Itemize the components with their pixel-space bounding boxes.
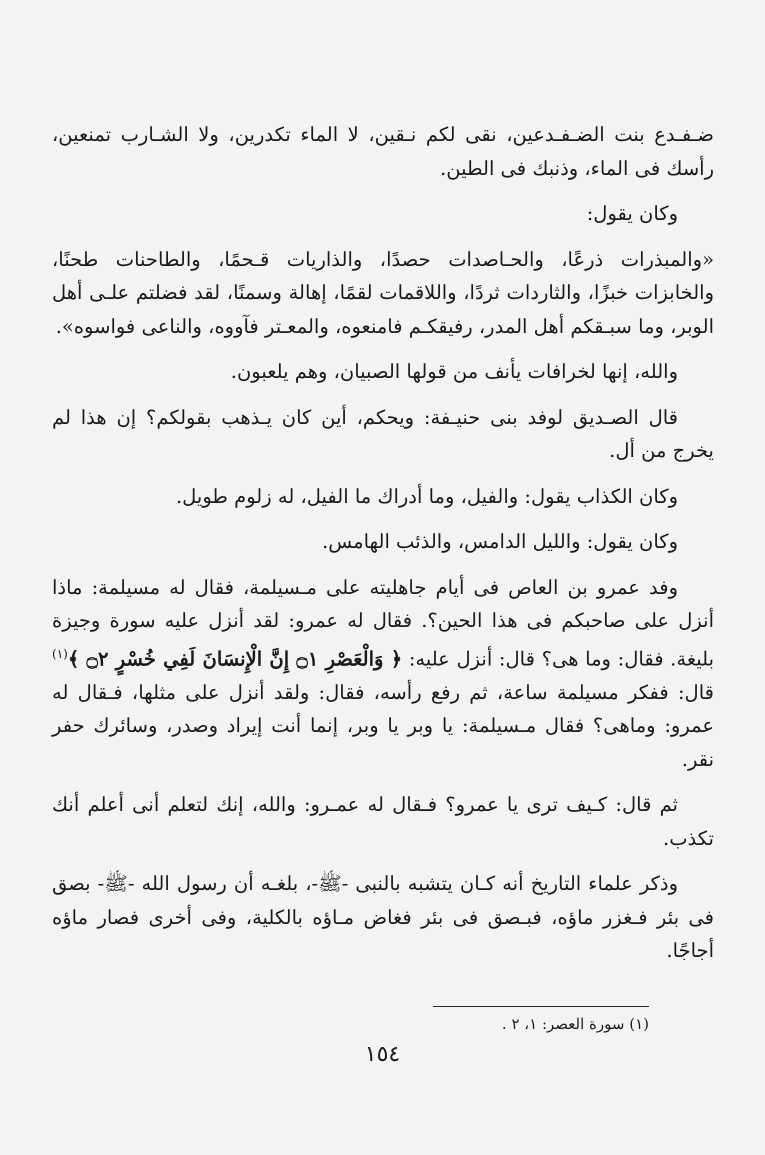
footnote-divider <box>433 1006 649 1007</box>
paragraph-myths: والله، إنها لخرافات يأنف من قولها الصبيان، وهم يلعبون. <box>230 360 678 383</box>
main-text <box>52 118 714 980</box>
paragraph-he-used-to-say-1: وكان يقول: <box>586 202 678 225</box>
paragraph-frog: ضـفـدع بنت الضـفـدعين، نقى لكم نـقين، لا الماء تكدرين، ولا الشـارب تمنعين، رأسك فى الماء، وذنبك فى الطين. <box>52 123 714 180</box>
amr-text-part1: وفد عمرو بن العاص فى أيام جاهليته على مـسيلمة، فقال له مسيلمة: ماذا أنزل على صاحبكم فى هذا الحين؟. فقال له عمرو: لقد أنزل عليه سورة وجيزة بليغة. فقال: وما هى؟ قال: أنزل عليه: <box>52 575 715 670</box>
paragraph-siddiq: قال الصـديق لوفد بنى حنيـفة: ويحكم، أين كان يـذهب بقولكم؟ إن هذا لم يخرج من أل. <box>52 405 714 462</box>
paragraph-historians: وذكر علماء التاريخ أنه كـان يتشبه بالنبى -ﷺ-، بلغـه أن رسول الله -ﷺ- بصق فى بئر فـغزر ماؤه، فبـصق فى بئر فغاض مـاؤه بالكلية، وفى أخرى فصار ماؤه أجاجًا. <box>52 872 714 962</box>
paragraph-amr-ibn-al-as <box>52 571 714 777</box>
page-number: ١٥٤ <box>364 1042 401 1067</box>
footnote: (١) سورة العصر: ١، ٢ . <box>501 1015 649 1033</box>
amr-text-part2: قال: ففكر مسيلمة ساعة، ثم رفع رأسه، فقال: ولقد أنزل على مثلها، فـقال له عمرو: وماهى؟ فقال مـسيلمة: يا وبر يا وبر، إنما أنت إيراد وصدر، وسائرك حفر نقر. <box>52 680 714 771</box>
paragraph-oath-verses: «والمبذرات ذرعًا، والحـاصدات حصدًا، والذاريات قـحمًا، والطاحنات طحنًا، والخابزات خبزًا، والثاردات ثردًا، واللاقمات لقمًا، إهالة وسمنًا، لقد فضلتم علـى أهل الوبر، وما سبـقكم أهل المدر، رفيقكـم فامنعوه، والمعـتر فآووه، والناعى فواسوه». <box>52 247 714 338</box>
paragraph-how-do-you-see: ثم قال: كـيف ترى يا عمرو؟ فـقال له عمـرو: والله، إنك لتعلم أنى أعلم أنك تكذب. <box>52 793 714 850</box>
paragraph-night: وكان يقول: والليل الدامس، والذئب الهامس. <box>322 530 678 553</box>
footnote-reference: (١) <box>52 646 68 661</box>
quran-verse: ﴿ وَالْعَصْرِ ۝١ إِنَّ الْإِنسَانَ لَفِي خُسْرٍ ۝٢ ﴾ <box>67 647 403 670</box>
paragraph-elephant: وكان الكذاب يقول: والفيل، وما أدراك ما الفيل، له زلوم طويل. <box>175 484 678 508</box>
